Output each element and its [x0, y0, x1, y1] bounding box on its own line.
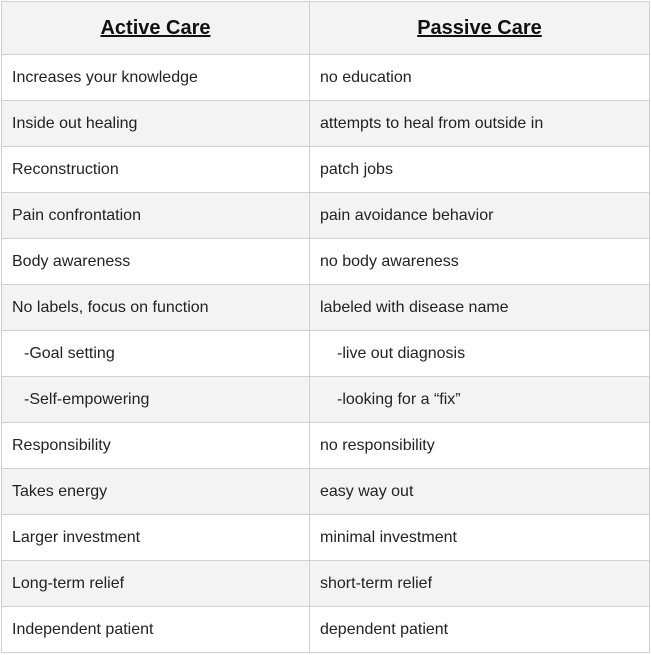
- active-cell: -Goal setting: [2, 331, 310, 377]
- active-cell: No labels, focus on function: [2, 285, 310, 331]
- active-cell: Reconstruction: [2, 147, 310, 193]
- table-row: [2, 239, 650, 285]
- table-row: [2, 607, 650, 653]
- header-row: [2, 2, 650, 55]
- passive-cell: patch jobs: [310, 147, 650, 193]
- passive-cell: easy way out: [310, 469, 650, 515]
- header-passive-care: Passive Care: [310, 2, 650, 55]
- comparison-table: [1, 1, 650, 653]
- table-row: [2, 561, 650, 607]
- passive-cell: -looking for a “fix”: [310, 377, 650, 423]
- passive-cell: no responsibility: [310, 423, 650, 469]
- table-row: [2, 193, 650, 239]
- table-row: [2, 515, 650, 561]
- passive-cell: labeled with disease name: [310, 285, 650, 331]
- active-cell: Body awareness: [2, 239, 310, 285]
- table-row: [2, 331, 650, 377]
- passive-cell: no education: [310, 55, 650, 101]
- active-cell: Inside out healing: [2, 101, 310, 147]
- active-cell: Larger investment: [2, 515, 310, 561]
- active-cell: Increases your knowledge: [2, 55, 310, 101]
- passive-cell: pain avoidance behavior: [310, 193, 650, 239]
- passive-cell: no body awareness: [310, 239, 650, 285]
- passive-cell: short-term relief: [310, 561, 650, 607]
- active-cell: Pain confrontation: [2, 193, 310, 239]
- passive-cell: dependent patient: [310, 607, 650, 653]
- active-cell: -Self-empowering: [2, 377, 310, 423]
- passive-cell: -live out diagnosis: [310, 331, 650, 377]
- header-active-care: Active Care: [2, 2, 310, 55]
- active-cell: Independent patient: [2, 607, 310, 653]
- table-row: [2, 147, 650, 193]
- table-row: [2, 423, 650, 469]
- table-row: [2, 55, 650, 101]
- table-row: [2, 285, 650, 331]
- table-row: [2, 469, 650, 515]
- passive-cell: attempts to heal from outside in: [310, 101, 650, 147]
- table-row: [2, 377, 650, 423]
- passive-cell: minimal investment: [310, 515, 650, 561]
- table-row: [2, 101, 650, 147]
- active-cell: Takes energy: [2, 469, 310, 515]
- active-cell: Long-term relief: [2, 561, 310, 607]
- active-cell: Responsibility: [2, 423, 310, 469]
